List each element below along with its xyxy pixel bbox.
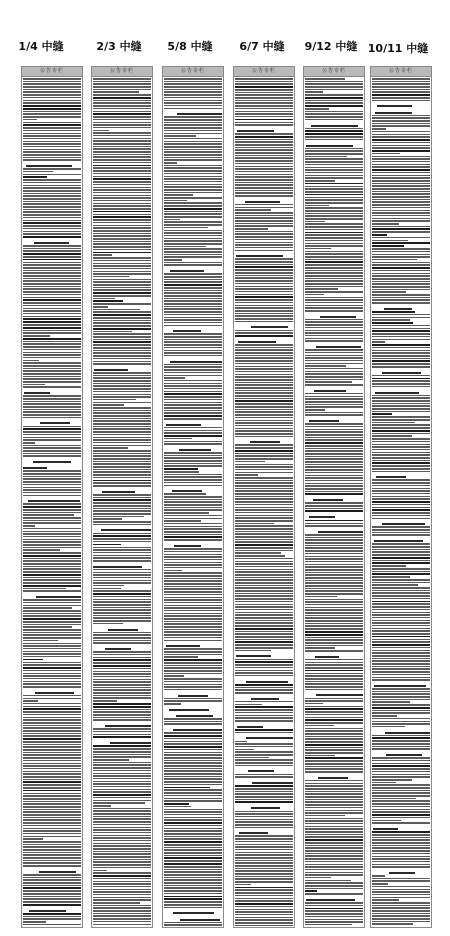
column-title-2: 2/3 中缝: [96, 40, 142, 53]
column-text: [23, 78, 81, 926]
notice-column-6: [370, 66, 432, 928]
column-header: 公告专栏: [304, 67, 364, 77]
column-title-3: 5/8 中缝: [167, 40, 213, 53]
notice-column-3: [162, 66, 224, 928]
notice-column-4: [233, 66, 295, 928]
column-header: 公告专栏: [234, 67, 294, 77]
column-text: [305, 78, 363, 926]
column-header: 公告专栏: [22, 67, 82, 77]
column-header: 公告专栏: [371, 67, 431, 77]
column-title-6: 10/11 中缝: [367, 42, 429, 55]
notice-column-5: [303, 66, 365, 928]
column-header: 公告专栏: [92, 67, 152, 77]
column-text: [235, 78, 293, 926]
column-text: [93, 78, 151, 926]
column-header: 公告专栏: [163, 67, 223, 77]
notice-column-2: [91, 66, 153, 928]
column-title-1: 1/4 中缝: [18, 40, 64, 53]
notice-column-1: [21, 66, 83, 928]
column-title-4: 6/7 中缝: [239, 40, 285, 53]
column-title-5: 9/12 中缝: [304, 40, 358, 53]
column-text: [372, 78, 430, 926]
column-text: [164, 78, 222, 926]
